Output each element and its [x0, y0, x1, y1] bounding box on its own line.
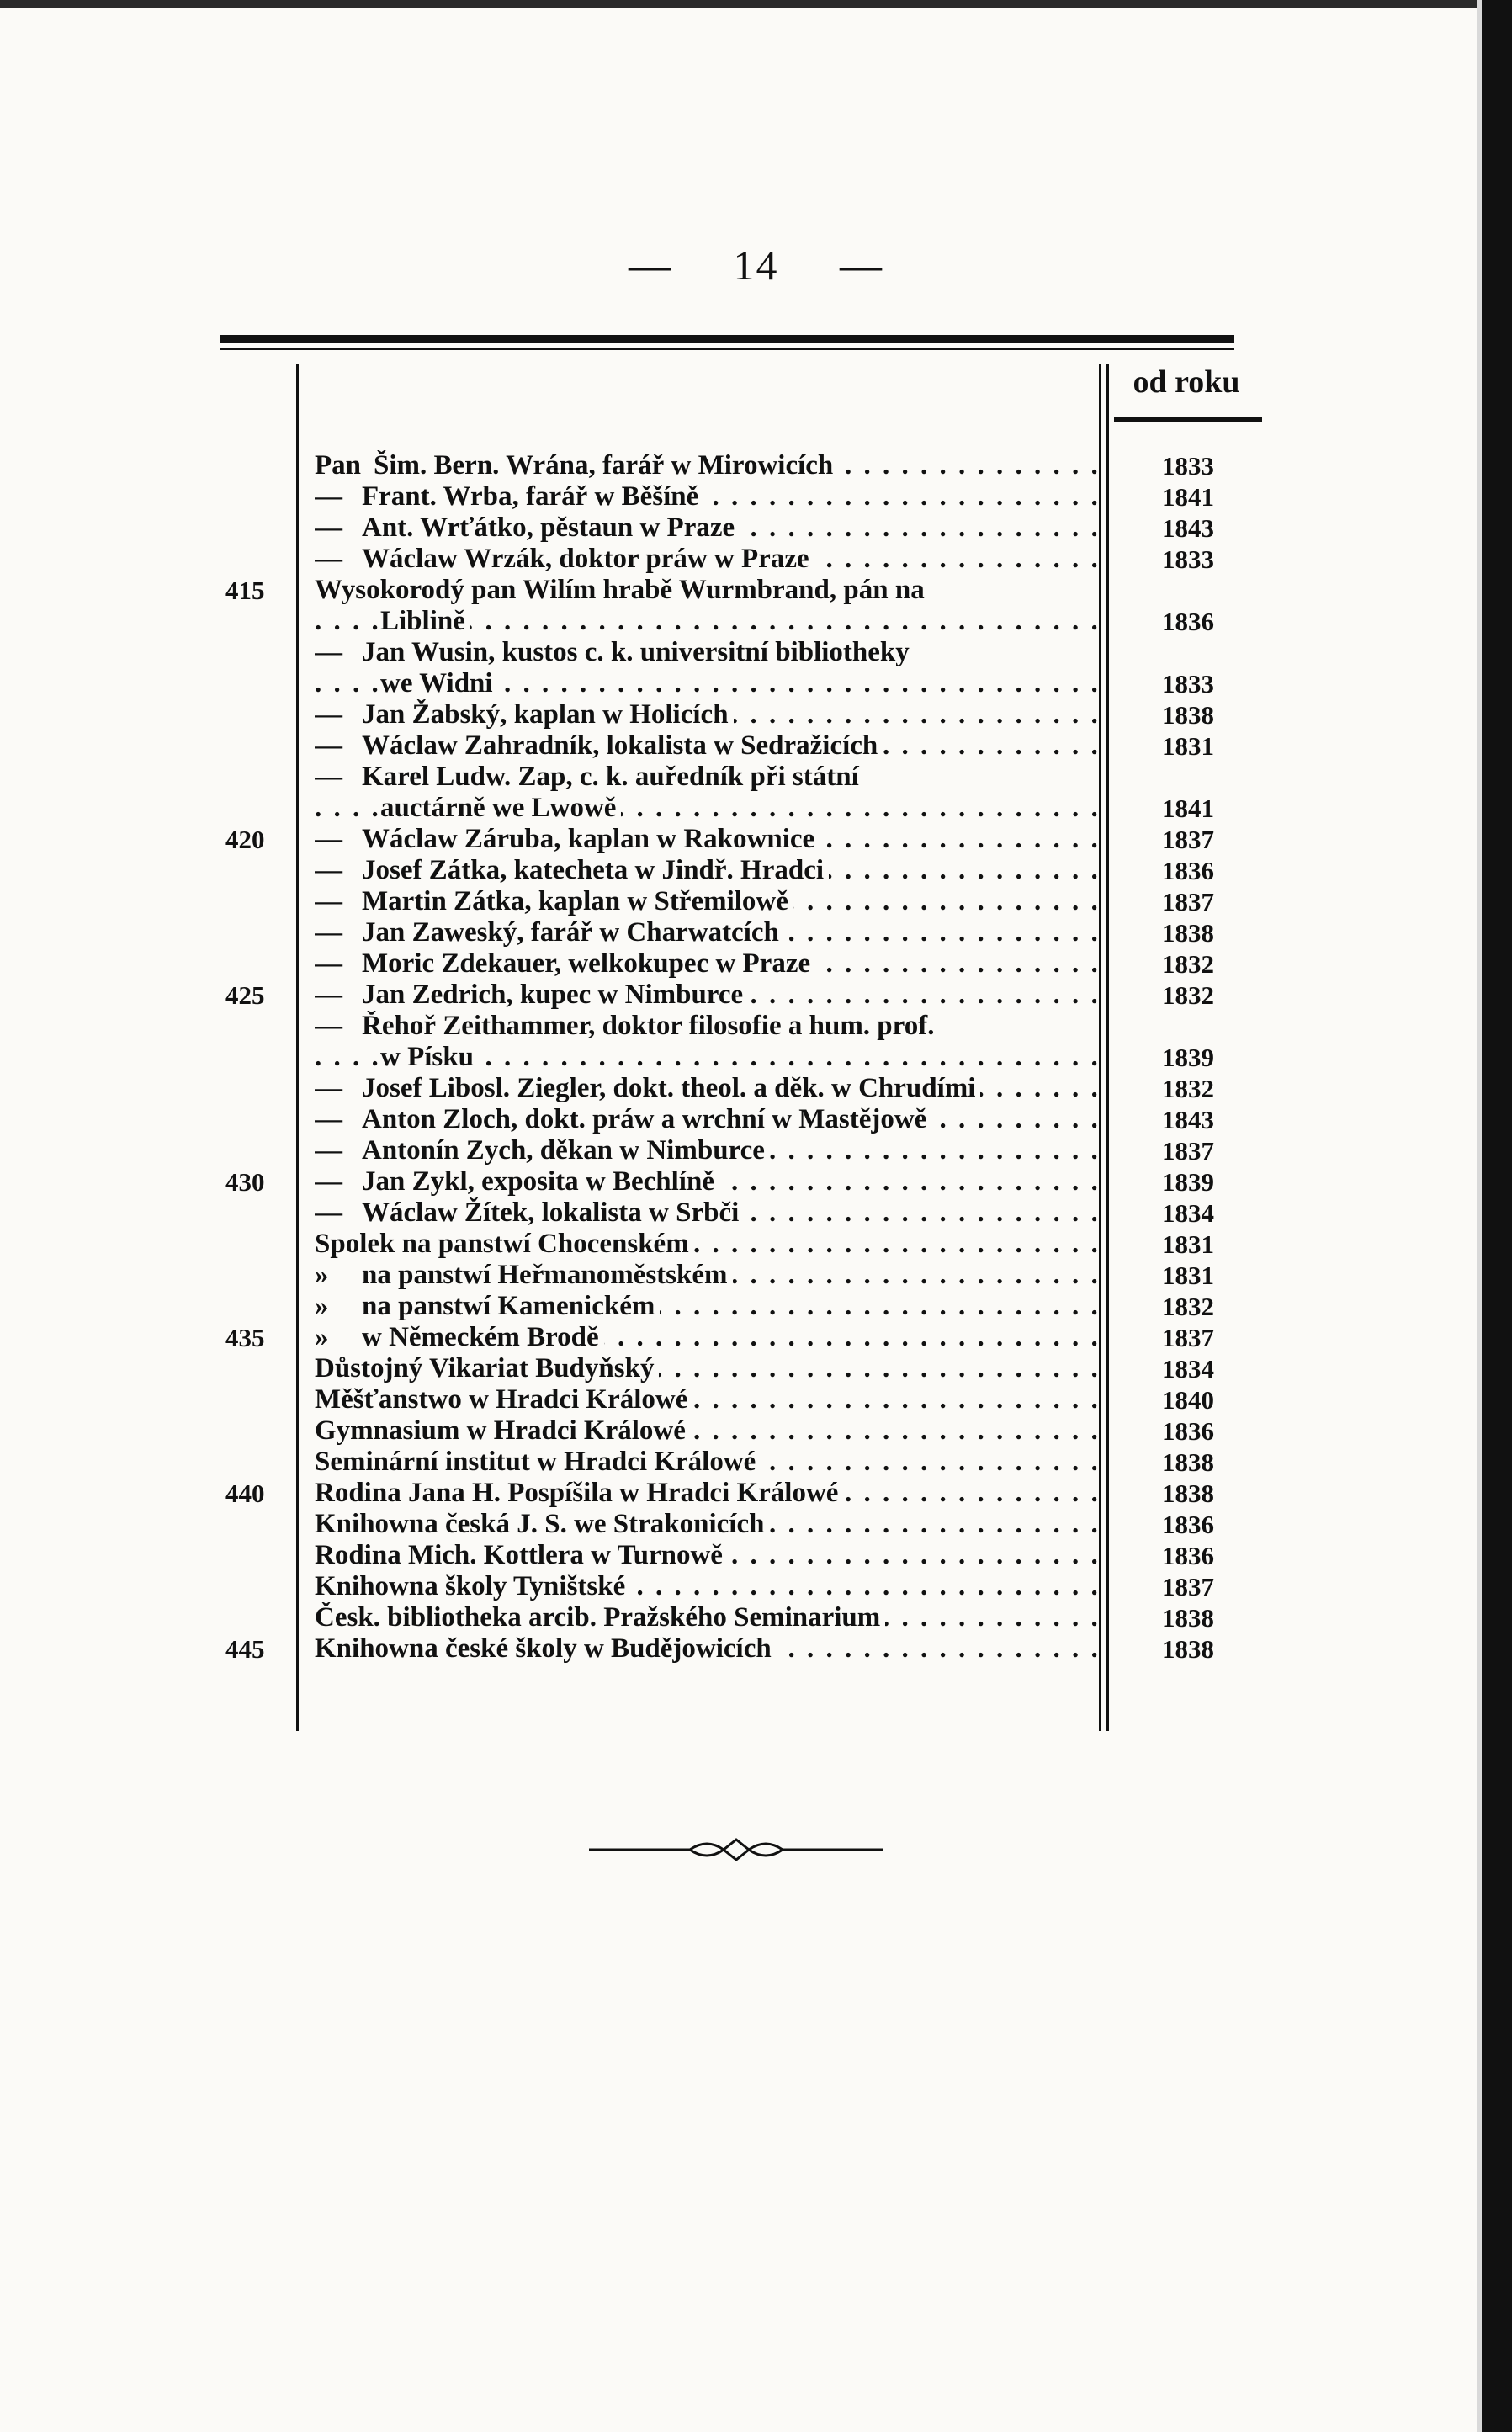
- entry-text: Liblině: [380, 606, 465, 636]
- list-entry: [315, 1633, 1097, 1665]
- entry-text: Knihowna česká J. S. we Strakonicích: [315, 1509, 765, 1539]
- entry-year: 1839: [1162, 1043, 1214, 1072]
- entry-line: [315, 793, 1097, 824]
- list-entry: [315, 1073, 1097, 1104]
- entry-year: 1840: [1162, 1385, 1214, 1415]
- entry-line: [315, 1540, 1097, 1571]
- entry-text: Důstojný Vikariat Budyňský: [315, 1353, 655, 1383]
- entry-year: 1832: [1162, 980, 1214, 1010]
- entry-line: [315, 855, 1097, 886]
- list-entry: [315, 1353, 1097, 1384]
- entry-line: [315, 1073, 1097, 1104]
- entry-prefix: —: [315, 824, 342, 854]
- list-entry: [315, 730, 1097, 762]
- entry-year: 1838: [1162, 1603, 1214, 1633]
- entry-text: Seminární institut w Hradci Králowé: [315, 1447, 756, 1477]
- entry-year: 1837: [1162, 1572, 1214, 1601]
- entry-text: Frant. Wrba, farář w Běšíně: [362, 481, 699, 512]
- list-entry: [315, 481, 1097, 512]
- entry-line: [315, 1353, 1097, 1384]
- entry-year: 1833: [1162, 669, 1214, 698]
- entry-number: 445: [225, 1634, 265, 1664]
- list-entry: [315, 1447, 1097, 1478]
- entry-line: [315, 637, 1097, 668]
- entry-prefix: —: [315, 980, 342, 1010]
- list-entry: [315, 948, 1097, 980]
- entry-line: [315, 886, 1097, 917]
- entry-prefix: —: [315, 1073, 342, 1103]
- entry-prefix: —: [315, 544, 342, 574]
- entry-text: na panstwí Heřmanoměstském: [362, 1260, 728, 1290]
- page-number: 14: [733, 242, 779, 289]
- entry-line: [315, 1447, 1097, 1478]
- entry-year: 1838: [1162, 700, 1214, 730]
- entry-text: Šim. Bern. Wrána, farář w Mirowicích: [374, 450, 834, 481]
- entry-year: 1838: [1162, 1479, 1214, 1508]
- entry-text: Wáclaw Zahradník, lokalista w Sedražicích: [362, 730, 878, 761]
- entry-year: 1832: [1162, 949, 1214, 979]
- entry-prefix: —: [315, 637, 342, 667]
- list-entry: [315, 886, 1097, 917]
- entry-year: 1837: [1162, 1323, 1214, 1352]
- entry-line: [315, 575, 1097, 606]
- entry-line: [315, 606, 1097, 637]
- entry-number: 425: [225, 980, 265, 1010]
- entry-prefix: —: [315, 855, 342, 885]
- list-entry: [315, 1197, 1097, 1229]
- entry-text: Rodina Mich. Kottlera w Turnowě: [315, 1540, 723, 1570]
- entry-line: [315, 1509, 1097, 1540]
- entry-text: Josef Libosl. Ziegler, dokt. theol. a děk. w Chrudími: [362, 1073, 976, 1103]
- list-entry: [315, 1011, 1097, 1073]
- entry-line: [315, 1415, 1097, 1447]
- entry-year: 1838: [1162, 918, 1214, 948]
- list-entry: [315, 1478, 1097, 1509]
- entry-text: Wáclaw Žítek, lokalista w Srbči: [362, 1197, 740, 1228]
- entry-text: Ant. Wrťátko, pěstaun w Praze: [362, 512, 735, 543]
- list-entry: [315, 544, 1097, 575]
- entry-text: w Písku: [380, 1042, 474, 1072]
- entry-line: [315, 948, 1097, 980]
- entry-year: 1833: [1162, 451, 1214, 481]
- entry-text: Jan Wusin, kustos c. k. universitní bibliotheky: [362, 637, 910, 667]
- entry-year: 1831: [1162, 1261, 1214, 1290]
- entry-text: Antonín Zych, děkan w Nimburce: [362, 1135, 765, 1166]
- entry-text: Wáclaw Wrzák, doktor práw w Praze: [362, 544, 809, 574]
- entry-text: na panstwí Kamenickém: [362, 1291, 655, 1321]
- list-entry: [315, 1260, 1097, 1291]
- entry-year: 1843: [1162, 513, 1214, 543]
- entry-text: Knihowna školy Tyništské: [315, 1571, 626, 1601]
- entry-text: Jan Zedrich, kupec w Nimburce: [362, 980, 744, 1010]
- entry-prefix: —: [315, 481, 342, 512]
- header-rule-thick: [220, 335, 1234, 343]
- entry-year: 1831: [1162, 731, 1214, 761]
- entry-prefix: »: [315, 1291, 329, 1321]
- entry-line: [315, 668, 1097, 699]
- entry-text: Moric Zdekauer, welkokupec w Praze: [362, 948, 811, 979]
- entry-year: 1838: [1162, 1634, 1214, 1664]
- entry-line: [315, 450, 1097, 481]
- entry-text: Wysokorodý pan Wilím hrabě Wurmbrand, pán na: [315, 575, 925, 605]
- entry-prefix: »: [315, 1260, 329, 1290]
- entry-prefix: »: [315, 1322, 329, 1352]
- entry-text: Wáclaw Záruba, kaplan w Rakownice: [362, 824, 815, 854]
- entry-line: [315, 1197, 1097, 1229]
- entry-year: 1834: [1162, 1354, 1214, 1383]
- page-number-dash-left: —: [629, 242, 672, 289]
- entry-line: [315, 1166, 1097, 1197]
- entry-year: 1836: [1162, 607, 1214, 636]
- entry-line: [315, 824, 1097, 855]
- entry-text: Karel Ludw. Zap, c. k. auředník při státní: [362, 762, 859, 792]
- list-entry: [315, 1540, 1097, 1571]
- list-entry: [315, 637, 1097, 699]
- list-entry: [315, 1291, 1097, 1322]
- entry-year: 1837: [1162, 887, 1214, 916]
- header-rule-thin: [220, 348, 1234, 350]
- entry-text: Anton Zloch, dokt. práw a wrchní w Mastějowě: [362, 1104, 927, 1134]
- year-column-header: od roku: [1133, 364, 1240, 400]
- entry-text: Jan Zaweský, farář w Charwatcích: [362, 917, 779, 948]
- entry-year: 1833: [1162, 544, 1214, 574]
- entry-text: Jan Žabský, kaplan w Holicích: [362, 699, 729, 730]
- entry-prefix: —: [315, 886, 342, 916]
- entry-text: Měšťanstwo w Hradci Králowé: [315, 1384, 688, 1415]
- entry-line: [315, 1291, 1097, 1322]
- entry-line: [315, 730, 1097, 762]
- entry-line: [315, 917, 1097, 948]
- year-column-rule-2: [1106, 364, 1109, 1731]
- entry-text: Česk. bibliotheka arcib. Pražského Seminarium: [315, 1602, 881, 1633]
- entry-year: 1831: [1162, 1229, 1214, 1259]
- entry-number: 435: [225, 1323, 265, 1352]
- entry-text: auctárně we Lwowě: [380, 793, 617, 823]
- entry-line: [315, 699, 1097, 730]
- list-entry: [315, 1384, 1097, 1415]
- list-entry: [315, 824, 1097, 855]
- entry-line: [315, 1478, 1097, 1509]
- list-entry: [315, 1166, 1097, 1197]
- entry-line: [315, 512, 1097, 544]
- list-entry: [315, 1509, 1097, 1540]
- entry-number: 415: [225, 576, 265, 605]
- entry-prefix: —: [315, 699, 342, 730]
- entry-year: 1837: [1162, 1136, 1214, 1166]
- entry-number: 440: [225, 1479, 265, 1508]
- list-entry: [315, 855, 1097, 886]
- entry-year: 1837: [1162, 825, 1214, 854]
- entry-text: Josef Zátka, katecheta w Jindř. Hradci: [362, 855, 825, 885]
- entry-year: 1839: [1162, 1167, 1214, 1197]
- ornament-divider: [589, 1833, 883, 1866]
- entry-number: 420: [225, 825, 265, 854]
- list-entry: [315, 980, 1097, 1011]
- year-header-rule: [1114, 417, 1262, 422]
- list-entry: [315, 1602, 1097, 1633]
- entry-year: 1843: [1162, 1105, 1214, 1134]
- entry-prefix: —: [315, 730, 342, 761]
- entry-prefix: —: [315, 1104, 342, 1134]
- entry-line: [315, 1322, 1097, 1353]
- list-entry: [315, 1322, 1097, 1353]
- entry-text: Řehoř Zeithammer, doktor filosofie a hum. prof.: [362, 1011, 935, 1041]
- entry-text: Jan Zykl, exposita w Bechlíně: [362, 1166, 714, 1197]
- entry-text: Spolek na panstwí Chocenském: [315, 1229, 689, 1259]
- entry-prefix: —: [315, 512, 342, 543]
- entry-year: 1834: [1162, 1198, 1214, 1228]
- list-entry: [315, 1571, 1097, 1602]
- entry-year: 1836: [1162, 1541, 1214, 1570]
- list-entry: [315, 1415, 1097, 1447]
- entry-line: [315, 1011, 1097, 1042]
- page-number-dash-right: —: [840, 242, 883, 289]
- list-entry: [315, 762, 1097, 824]
- entry-year: 1838: [1162, 1447, 1214, 1477]
- list-entry: [315, 512, 1097, 544]
- entry-line: [315, 762, 1097, 793]
- number-column-rule: [296, 364, 299, 1731]
- entry-text: Martin Zátka, kaplan w Střemilowě: [362, 886, 788, 916]
- entry-text: we Widni: [380, 668, 493, 698]
- list-entry: [315, 1229, 1097, 1260]
- entry-year: 1841: [1162, 794, 1214, 823]
- entry-prefix: —: [315, 917, 342, 948]
- entry-line: [315, 1260, 1097, 1291]
- entry-year: 1836: [1162, 856, 1214, 885]
- entry-prefix: —: [315, 762, 342, 792]
- list-entry: [315, 699, 1097, 730]
- entry-year: 1841: [1162, 482, 1214, 512]
- entry-line: [315, 1633, 1097, 1665]
- list-entry: [315, 917, 1097, 948]
- entry-number: 430: [225, 1167, 265, 1197]
- entry-year: 1832: [1162, 1292, 1214, 1321]
- entry-line: [315, 1135, 1097, 1166]
- list-entry: [315, 1135, 1097, 1166]
- entry-prefix: —: [315, 1135, 342, 1166]
- scan-top-edge: [0, 0, 1512, 8]
- page-number-header: [0, 241, 1512, 289]
- list-entry: [315, 450, 1097, 481]
- entry-line: [315, 1104, 1097, 1135]
- entry-line: [315, 1384, 1097, 1415]
- year-column-rule-1: [1099, 364, 1101, 1731]
- entry-prefix: —: [315, 1166, 342, 1197]
- entry-text: w Německém Brodě: [362, 1322, 599, 1352]
- entry-year: 1836: [1162, 1510, 1214, 1539]
- entry-line: [315, 1042, 1097, 1073]
- entry-line: [315, 1229, 1097, 1260]
- entry-line: [315, 1602, 1097, 1633]
- entry-prefix: —: [315, 948, 342, 979]
- entry-prefix: —: [315, 1011, 342, 1041]
- list-entry: [315, 575, 1097, 637]
- scan-right-edge: [1482, 0, 1512, 2432]
- list-entry: [315, 1104, 1097, 1135]
- entry-prefix: —: [315, 1197, 342, 1228]
- entry-prefix: Pan: [315, 450, 362, 481]
- entry-line: [315, 481, 1097, 512]
- entry-line: [315, 544, 1097, 575]
- entry-text: Rodina Jana H. Pospíšila w Hradci Králowé: [315, 1478, 839, 1508]
- entry-line: [315, 980, 1097, 1011]
- entry-year: 1836: [1162, 1416, 1214, 1446]
- entry-text: Gymnasium w Hradci Králowé: [315, 1415, 686, 1446]
- entry-line: [315, 1571, 1097, 1602]
- entry-year: 1832: [1162, 1074, 1214, 1103]
- entry-text: Knihowna české školy w Budějowicích: [315, 1633, 772, 1664]
